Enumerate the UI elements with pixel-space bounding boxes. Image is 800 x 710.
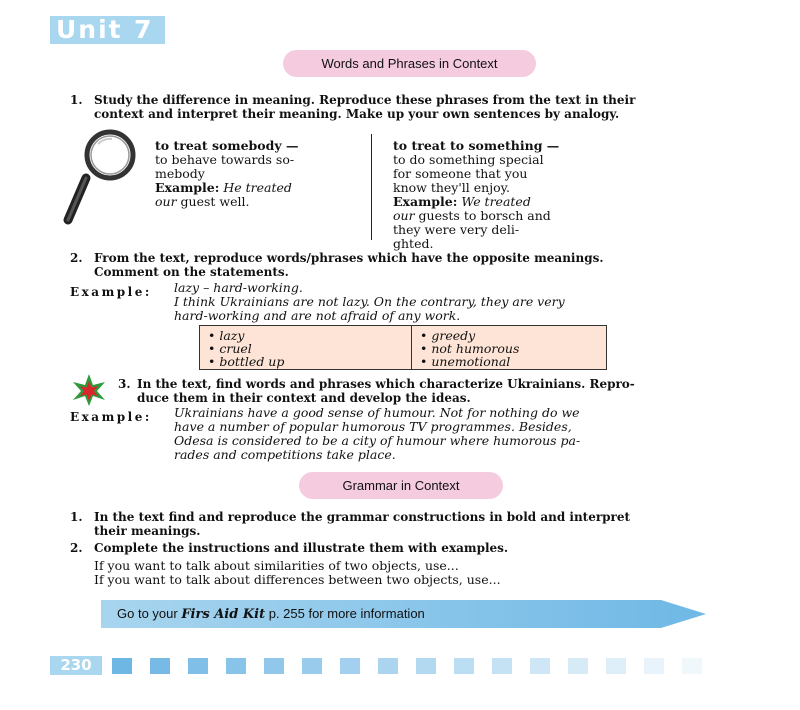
instructions-block bbox=[94, 559, 734, 587]
example-line bbox=[393, 209, 608, 223]
definition-line: mebody bbox=[155, 166, 205, 181]
footer-square bbox=[150, 658, 170, 674]
example-label: Example: bbox=[393, 194, 458, 209]
example-line: hard-working and are not afraid of any work. bbox=[174, 308, 461, 323]
definition-right bbox=[393, 139, 608, 251]
table-cell: • greedy bbox=[420, 328, 476, 343]
example-line: ghted. bbox=[393, 236, 434, 251]
magnifier-icon bbox=[60, 128, 148, 226]
example-line bbox=[155, 181, 350, 195]
instruction-line: If you want to talk about differences between two objects, use... bbox=[94, 572, 501, 587]
task-line: From the text, reproduce words/phrases which have the opposite meanings. bbox=[94, 251, 604, 265]
example-line: Odesa is considered to be a city of humour where humorous pa- bbox=[174, 433, 581, 448]
footer-square bbox=[454, 658, 474, 674]
task-1 bbox=[70, 93, 738, 121]
bullet-icon: • bbox=[208, 328, 216, 343]
table-cell: • cruel bbox=[208, 341, 252, 356]
example-label: Example: bbox=[155, 180, 220, 195]
unit-badge bbox=[50, 16, 165, 44]
footer-square bbox=[226, 658, 246, 674]
example-text: guests to borsch and bbox=[418, 208, 551, 223]
table-column-left bbox=[208, 329, 284, 368]
unit-word: Unit bbox=[56, 15, 123, 44]
example-label-2 bbox=[70, 281, 152, 300]
grammar-task-1 bbox=[70, 510, 738, 538]
task-line: duce them in their context and develop the ideas. bbox=[137, 391, 471, 405]
example-block-3 bbox=[174, 406, 739, 462]
example-line: lazy – hard-working. bbox=[174, 280, 303, 295]
table-cell: • unemotional bbox=[420, 354, 511, 369]
task-line: In the text, find words and phrases which characterize Ukrainians. Repro- bbox=[137, 377, 635, 391]
bullet-icon: • bbox=[420, 341, 428, 356]
example-text: our bbox=[155, 194, 177, 209]
example-label: Example: bbox=[70, 410, 152, 424]
example-line: have a number of popular humorous TV programmes. Besides, bbox=[174, 419, 572, 434]
task-number: 2. bbox=[70, 541, 83, 555]
task-number: 1. bbox=[70, 510, 83, 524]
task-line: In the text find and reproduce the grammar constructions in bold and interpret bbox=[94, 510, 631, 524]
footer-square bbox=[530, 658, 550, 674]
task-3 bbox=[118, 377, 738, 405]
kit-title: Firs Aid Kit bbox=[181, 607, 266, 622]
footer-square bbox=[682, 658, 702, 674]
table-cell: • bottled up bbox=[208, 354, 285, 369]
example-label: Example: bbox=[70, 285, 152, 299]
table-divider bbox=[411, 326, 412, 369]
footer-square bbox=[568, 658, 588, 674]
example-text: He treated bbox=[223, 180, 292, 195]
example-line: I think Ukrainians are not lazy. On the contrary, they are very bbox=[174, 294, 565, 309]
instruction-line: If you want to talk about similarities of two objects, use... bbox=[94, 558, 459, 573]
bullet-icon: • bbox=[208, 354, 216, 369]
example-text: our bbox=[393, 208, 415, 223]
task-line: Complete the instructions and illustrate them with examples. bbox=[94, 541, 509, 555]
footer-square bbox=[302, 658, 322, 674]
task-number: 3. bbox=[118, 377, 131, 391]
page-number: 230 bbox=[50, 656, 102, 675]
definition-left bbox=[155, 139, 350, 209]
example-line bbox=[155, 195, 350, 209]
task-number: 1. bbox=[70, 93, 83, 107]
example-line: they were very deli- bbox=[393, 222, 520, 237]
task-line: Comment on the statements. bbox=[94, 265, 289, 279]
footer-square bbox=[378, 658, 398, 674]
footer-square bbox=[644, 658, 664, 674]
example-line: Ukrainians have a good sense of humour. Not for nothing do we bbox=[174, 405, 580, 420]
definition-line: know they'll enjoy. bbox=[393, 180, 510, 195]
bullet-icon: • bbox=[420, 354, 428, 369]
table-column-right bbox=[420, 329, 519, 368]
star-icon bbox=[70, 373, 108, 407]
example-text: guest well. bbox=[180, 194, 250, 209]
footer-square bbox=[340, 658, 360, 674]
phrase-heading: to treat to something — bbox=[393, 138, 560, 153]
phrase-heading: to treat somebody — bbox=[155, 138, 299, 153]
opposites-table bbox=[199, 325, 607, 370]
footer-square bbox=[606, 658, 626, 674]
section-title-grammar: Grammar in Context bbox=[299, 472, 503, 499]
example-line: rades and competitions take place. bbox=[174, 447, 396, 462]
footer-square bbox=[188, 658, 208, 674]
bullet-icon: • bbox=[420, 328, 428, 343]
definition-line: to behave towards so- bbox=[155, 152, 295, 167]
bullet-icon: • bbox=[208, 341, 216, 356]
definition-line: to do something special bbox=[393, 152, 544, 167]
column-divider bbox=[371, 134, 372, 240]
grammar-task-2 bbox=[70, 541, 738, 555]
example-text: We treated bbox=[461, 194, 531, 209]
example-line bbox=[393, 195, 608, 209]
banner-text: Go to your Firs Aid Kit p. 255 for more information bbox=[117, 606, 425, 622]
table-cell: • not humorous bbox=[420, 341, 520, 356]
task-line: their meanings. bbox=[94, 524, 201, 538]
section-title-words: Words and Phrases in Context bbox=[283, 50, 536, 77]
task-number: 2. bbox=[70, 251, 83, 265]
footer-square bbox=[264, 658, 284, 674]
footer-square bbox=[112, 658, 132, 674]
footer-square bbox=[492, 658, 512, 674]
task-line: context and interpret their meaning. Make up your own sentences by analogy. bbox=[94, 107, 620, 121]
table-cell: • lazy bbox=[208, 328, 245, 343]
definition-line: for someone that you bbox=[393, 166, 528, 181]
footer-square bbox=[416, 658, 436, 674]
example-block-2 bbox=[174, 281, 739, 323]
example-label-3 bbox=[70, 406, 152, 425]
task-2 bbox=[70, 251, 738, 279]
unit-number: 7 bbox=[134, 15, 154, 44]
task-line: Study the difference in meaning. Reproduce these phrases from the text in their bbox=[94, 93, 636, 107]
